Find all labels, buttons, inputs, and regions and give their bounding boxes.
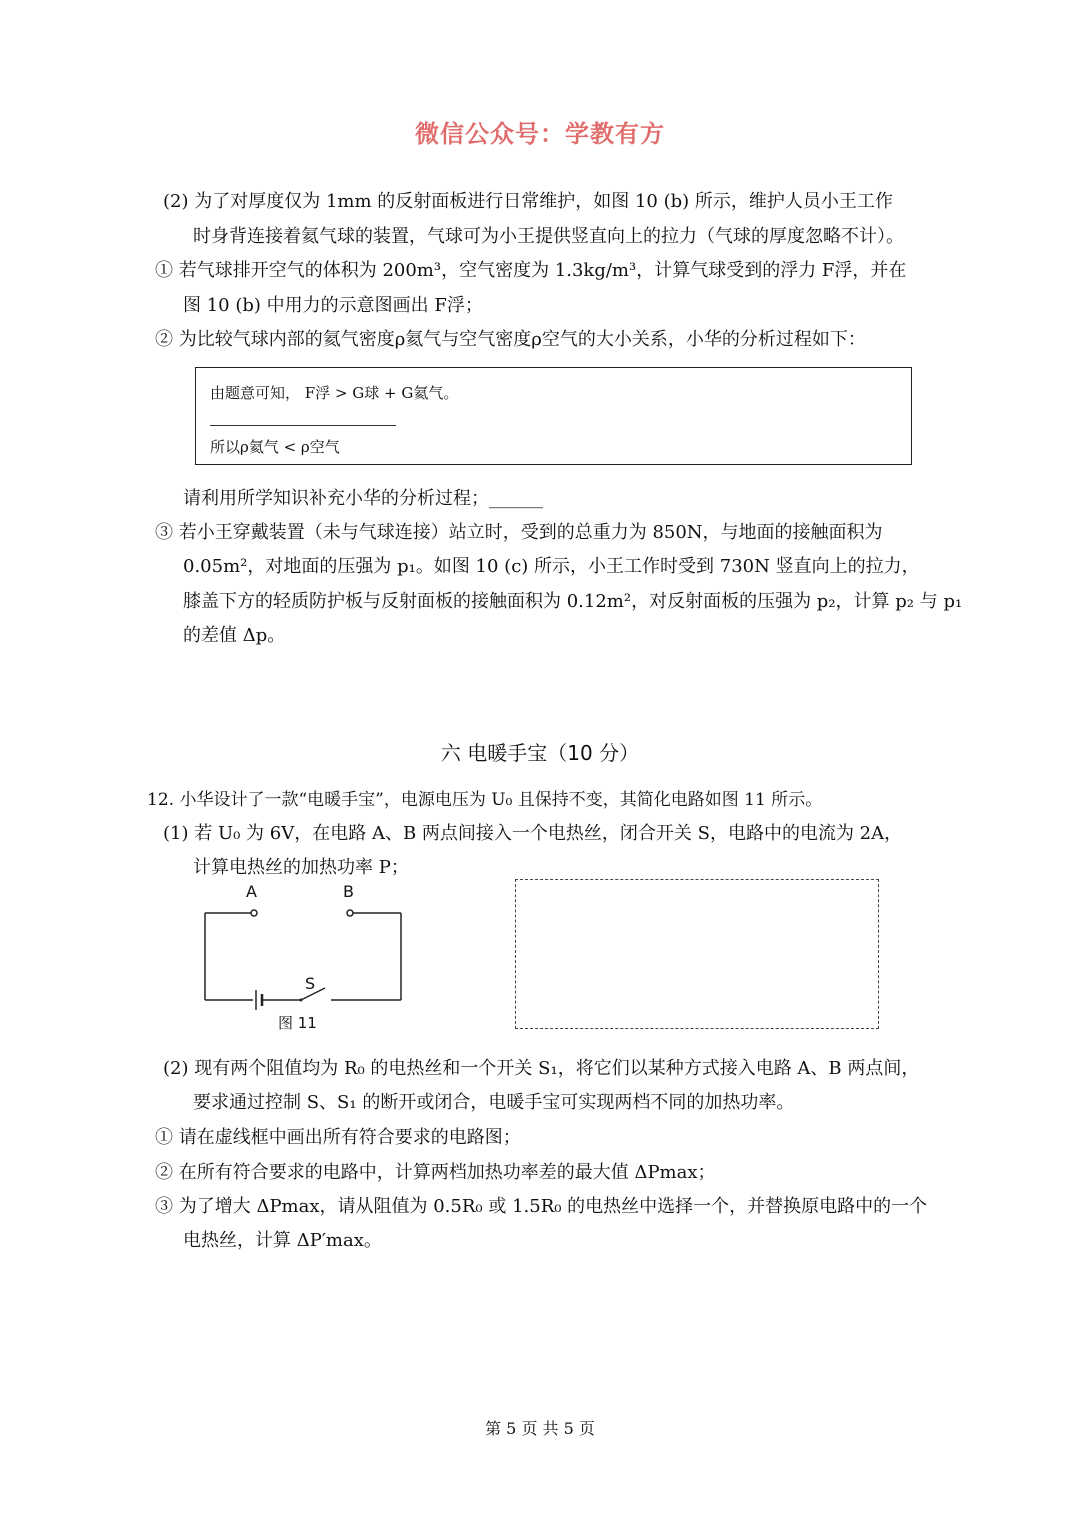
q12-part1-line1: (1) 若 U₀ 为 6V，在电路 A、B 两点间接入一个电热丝，闭合开关 S，电路中的电流为 2A， bbox=[163, 823, 903, 844]
label-a: A bbox=[246, 882, 257, 901]
section-title: 六 电暖手宝（10 分） bbox=[440, 741, 640, 765]
analysis-box bbox=[195, 367, 912, 465]
part2-q2-prompt: 请利用所学知识补充小华的分析过程；______ bbox=[183, 488, 543, 509]
part2-q3-line1: ③ 若小王穿戴装置（未与气球连接）站立时，受到的总重力为 850N，与地面的接触面积为 bbox=[155, 522, 883, 543]
answer-dashed-box bbox=[515, 879, 879, 1029]
analysis-line1: 由题意可知， F浮 > G球 + G氦气。 bbox=[210, 384, 459, 402]
part2-q1-line2: 图 10 (b) 中用力的示意图画出 F浮； bbox=[183, 295, 483, 316]
part2-q3-line2: 0.05m²，对地面的压强为 p₁。如图 10 (c) 所示，小王工作时受到 730N 竖直向上的拉力， bbox=[183, 556, 920, 577]
part2-q1-line1: ① 若气球排开空气的体积为 200m³，空气密度为 1.3kg/m³，计算气球受到的浮力 F浮，并在 bbox=[155, 260, 907, 281]
figure-11-caption: 图 11 bbox=[278, 1014, 317, 1032]
q12-part2-q3-line1: ③ 为了增大 ΔPmax，请从阻值为 0.5R₀ 或 1.5R₀ 的电热丝中选择一个，并替换原电路中的一个 bbox=[155, 1196, 928, 1217]
watermark: 微信公众号：学教有方 bbox=[415, 120, 665, 148]
q12-part2-line1: (2) 现有两个阻值均为 R₀ 的电热丝和一个开关 S₁，将它们以某种方式接入电路 A、B 两点间， bbox=[163, 1058, 920, 1079]
part2-intro-line1: (2) 为了对厚度仅为 1mm 的反射面板进行日常维护，如图 10 (b) 所示，维护人员小王工作 bbox=[163, 191, 893, 212]
part2-q3-line3: 膝盖下方的轻质防护板与反射面板的接触面积为 0.12m²，对反射面板的压强为 p₂，计算 p₂ 与 p₁ bbox=[183, 591, 963, 612]
q12-part1-line2: 计算电热丝的加热功率 P； bbox=[193, 857, 409, 878]
circuit-diagram-figure-11 bbox=[195, 880, 415, 1030]
terminal-a bbox=[251, 910, 257, 916]
q12-part2-q3-line2: 电热丝，计算 ΔP′max。 bbox=[183, 1230, 382, 1251]
part2-q2-line1: ② 为比较气球内部的氦气密度ρ氦气与空气密度ρ空气的大小关系，小华的分析过程如下： bbox=[155, 329, 866, 350]
label-s: S bbox=[305, 974, 316, 993]
analysis-line2: 所以ρ氦气 < ρ空气 bbox=[210, 438, 340, 456]
q12-part2-q1: ① 请在虚线框中画出所有符合要求的电路图； bbox=[155, 1127, 521, 1148]
label-b: B bbox=[343, 882, 354, 901]
part2-intro-line2: 时身背连接着氦气球的装置，气球可为小王提供竖直向上的拉力（气球的厚度忽略不计）。 bbox=[193, 226, 904, 247]
q12-part2-q2: ② 在所有符合要求的电路中，计算两档加热功率差的最大值 ΔPmax； bbox=[155, 1162, 716, 1183]
terminal-b bbox=[347, 910, 353, 916]
q12-part2-line2: 要求通过控制 S、S₁ 的断开或闭合，电暖手宝可实现两档不同的加热功率。 bbox=[193, 1092, 795, 1113]
question-12: 12. 小华设计了一款“电暖手宝”，电源电压为 U₀ 且保持不变，其简化电路如图 11 所示。 bbox=[147, 790, 823, 810]
analysis-blank-line bbox=[210, 425, 396, 426]
page-footer: 第 5 页 共 5 页 bbox=[485, 1419, 595, 1438]
part2-q3-line4: 的差值 Δp。 bbox=[183, 625, 286, 646]
